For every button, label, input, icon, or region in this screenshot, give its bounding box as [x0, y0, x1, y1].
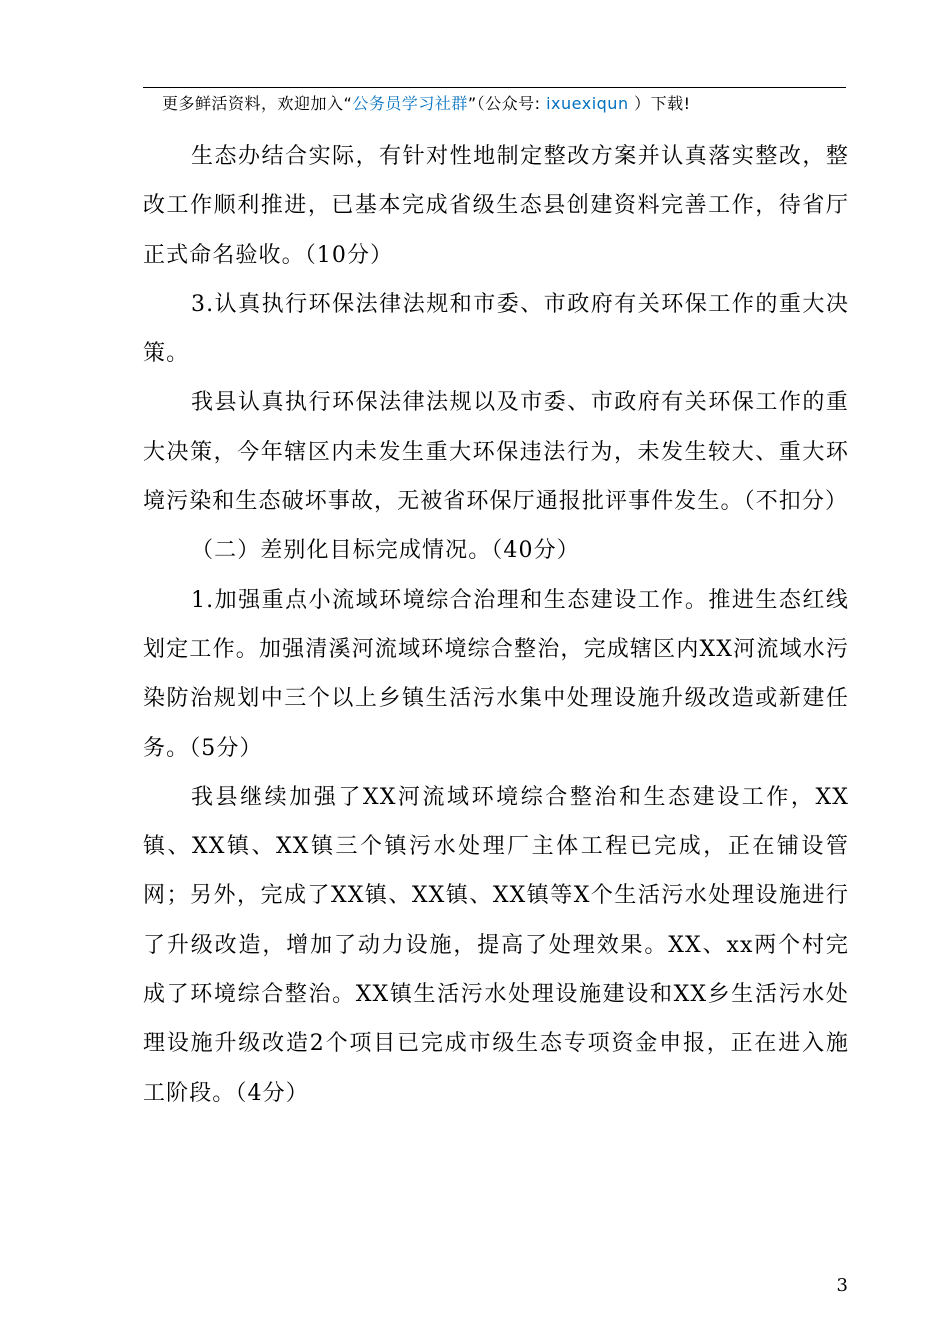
paragraph: 我县认真执行环保法律法规以及市委、市政府有关环保工作的重大决策，今年辖区内未发生重大环保违法行为，未发生较大、重大环境污染和生态破坏事故，无被省环保厅通报批评事件发生。（不扣分） [143, 390, 849, 515]
section-heading: 1.加强重点小流域环境综合治理和生态建设工作。推进生态红线划定工作。加强清溪河流域环境综合整治，完成辖区内XX河流域水污染防治规划中三个以上乡镇生活污水集中处理设施升级改造或新建任务。（5分） [143, 587, 849, 761]
section-heading: 3.认真执行环保法律法规和市委、市政府有关环保工作的重大决策。 [143, 291, 849, 367]
paragraph: 生态办结合实际，有针对性地制定整改方案并认真落实整改，整改工作顺利推进，已基本完成省级生态县创建资料完善工作，待省厅正式命名验收。（10分） [143, 144, 849, 268]
header-suffix: ）下载! [628, 94, 691, 113]
header-close-quote: ” [467, 94, 477, 113]
header-promo-line [162, 92, 846, 118]
header-account-id: ixuexiqun [546, 94, 629, 113]
header-prefix: 更多鲜活资料，欢迎加入 [162, 94, 344, 113]
section-heading: （二）差别化目标完成情况。（40分） [191, 538, 580, 564]
page-number: 3 [836, 1275, 848, 1296]
header-rule [143, 87, 846, 88]
header-group-name: 公务员学习社群 [352, 94, 468, 113]
document-body [143, 132, 849, 1118]
paragraph: 我县继续加强了XX河流域环境综合整治和生态建设工作，XX镇、XX镇、XX镇三个镇污水处理厂主体工程已完成，正在铺设管网；另外，完成了XX镇、XX镇、XX镇等X个生活污水处理设施进行了升级改造，增加了动力设施，提高了处理效果。XX、xx两个村完成了环境综合整治。XX镇生活污水处理设施建设和XX乡生活污水处理设施升级改造2个项目已完成市级生态专项资金申报，正在进入施工阶段。（4分） [143, 784, 849, 1106]
header-account-label: （公众号: [476, 94, 547, 113]
header-open-quote: “ [343, 94, 353, 113]
